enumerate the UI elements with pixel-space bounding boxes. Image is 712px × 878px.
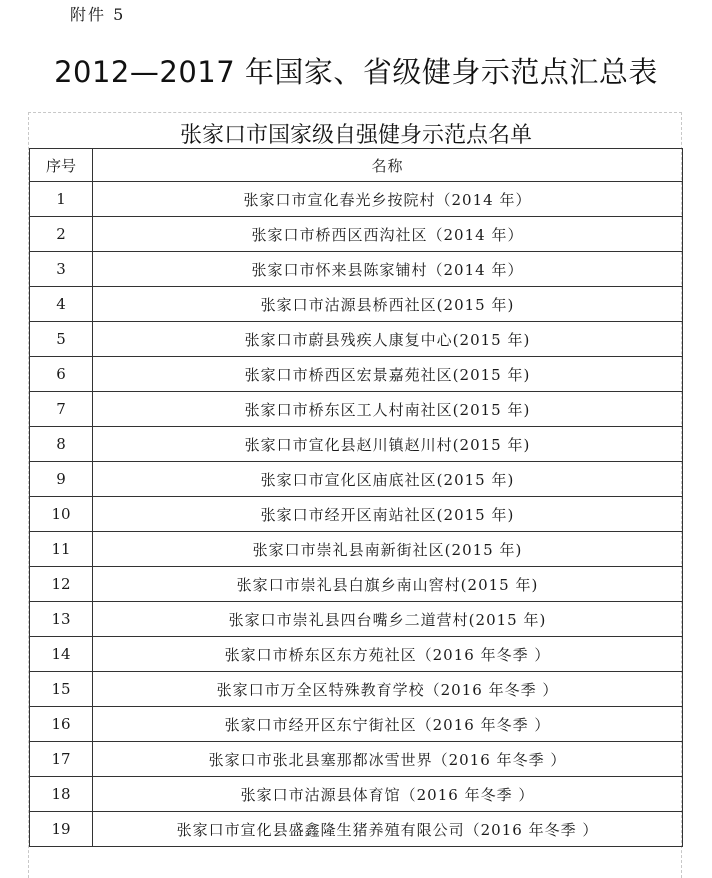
table-row: [30, 392, 683, 427]
table-row: [30, 812, 683, 847]
row-name: 张家口市沽源县体育馆（2016 年冬季 ）: [93, 777, 683, 812]
header-index: 序号: [30, 149, 93, 182]
row-index: 16: [30, 707, 93, 742]
attachment-label: 附件 5: [70, 5, 126, 24]
row-index: 4: [30, 287, 93, 322]
table-row: [30, 427, 683, 462]
row-index: 18: [30, 777, 93, 812]
row-index: 13: [30, 602, 93, 637]
row-name: 张家口市宣化县赵川镇赵川村(2015 年): [93, 427, 683, 462]
table-row: [30, 742, 683, 777]
header-name: 名称: [93, 149, 683, 182]
row-name: 张家口市蔚县残疾人康复中心(2015 年): [93, 322, 683, 357]
row-index: 5: [30, 322, 93, 357]
table-row: [30, 322, 683, 357]
row-index: 15: [30, 672, 93, 707]
row-name: 张家口市宣化区庙底社区(2015 年): [93, 462, 683, 497]
row-index: 3: [30, 252, 93, 287]
table-row: [30, 462, 683, 497]
table-row: [30, 567, 683, 602]
row-name: 张家口市崇礼县四台嘴乡二道营村(2015 年): [93, 602, 683, 637]
row-index: 6: [30, 357, 93, 392]
row-name: 张家口市怀来县陈家铺村（2014 年）: [93, 252, 683, 287]
table-row: [30, 777, 683, 812]
row-name: 张家口市崇礼县南新街社区(2015 年): [93, 532, 683, 567]
row-name: 张家口市桥西区西沟社区（2014 年）: [93, 217, 683, 252]
table-row: [30, 497, 683, 532]
table-body: [30, 182, 683, 847]
table-row: [30, 252, 683, 287]
row-name: 张家口市宣化春光乡按院村（2014 年）: [93, 182, 683, 217]
row-index: 1: [30, 182, 93, 217]
table-row: [30, 637, 683, 672]
table-row: [30, 287, 683, 322]
row-name: 张家口市经开区东宁街社区（2016 年冬季 ）: [93, 707, 683, 742]
row-index: 7: [30, 392, 93, 427]
row-name: 张家口市张北县塞那都冰雪世界（2016 年冬季 ）: [93, 742, 683, 777]
document-title: 2012—2017 年国家、省级健身示范点汇总表: [54, 55, 658, 89]
row-index: 19: [30, 812, 93, 847]
table-row: [30, 217, 683, 252]
row-name: 张家口市桥东区工人村南社区(2015 年): [93, 392, 683, 427]
row-index: 17: [30, 742, 93, 777]
row-index: 12: [30, 567, 93, 602]
table-title: 张家口市国家级自强健身示范点名单: [179, 123, 532, 148]
row-index: 11: [30, 532, 93, 567]
row-index: 9: [30, 462, 93, 497]
table-row: [30, 672, 683, 707]
row-index: 8: [30, 427, 93, 462]
row-name: 张家口市桥西区宏景嘉苑社区(2015 年): [93, 357, 683, 392]
table-row: [30, 182, 683, 217]
row-name: 张家口市桥东区东方苑社区（2016 年冬季 ）: [93, 637, 683, 672]
table-row: [30, 532, 683, 567]
row-name: 张家口市万全区特殊教育学校（2016 年冬季 ）: [93, 672, 683, 707]
row-name: 张家口市沽源县桥西社区(2015 年): [93, 287, 683, 322]
table-row: [30, 602, 683, 637]
row-name: 张家口市经开区南站社区(2015 年): [93, 497, 683, 532]
row-index: 10: [30, 497, 93, 532]
table-header-row: [30, 149, 683, 182]
table-row: [30, 357, 683, 392]
row-name: 张家口市宣化县盛鑫隆生猪养殖有限公司（2016 年冬季 ）: [93, 812, 683, 847]
table-row: [30, 707, 683, 742]
row-index: 2: [30, 217, 93, 252]
row-name: 张家口市崇礼县白旗乡南山窖村(2015 年): [93, 567, 683, 602]
row-index: 14: [30, 637, 93, 672]
demonstration-sites-table: [29, 148, 683, 847]
